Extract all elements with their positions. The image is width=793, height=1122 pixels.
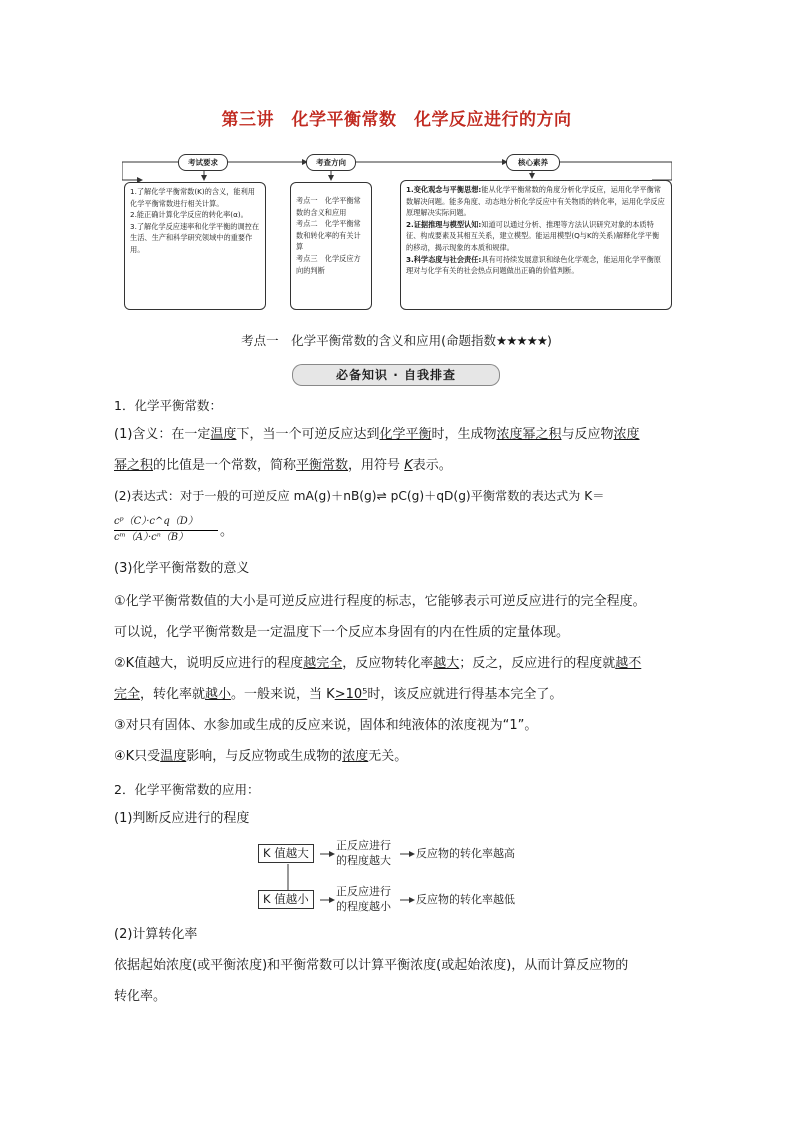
heading-2: 2．化学平衡常数的应用： xyxy=(114,782,260,797)
direction-item: 考点三 化学反应方向的判断 xyxy=(296,253,361,275)
knowledge-banner: 必备知识 · 自我排查 xyxy=(302,364,490,386)
page-title: 第三讲 化学平衡常数 化学反应进行的方向 xyxy=(221,110,572,130)
meaning-4: ④K只受温度影响，与反应物或生成物的浓度无关。 xyxy=(114,749,408,764)
flow-result-2: 反应物的转化率越低 xyxy=(416,893,515,906)
tag-exam-directions: 考查方向 xyxy=(306,154,356,171)
requirements-box xyxy=(124,182,266,310)
literacy-box xyxy=(400,180,672,310)
direction-item: 考点一 化学平衡常数的含义和应用 xyxy=(296,196,361,217)
requirement-item: 2.能正确计算化学反应的转化率(α)。 xyxy=(130,210,248,220)
conversion-line-1: 依据起始浓度(或平衡浓度)和平衡常数可以计算平衡浓度(或起始浓度)，从而计算反应物的 xyxy=(114,958,629,973)
fraction-numerator: cᵖ（C）·c^q（D） xyxy=(114,515,218,531)
flow-mid-1: 正反应进行 的程度越大 xyxy=(336,839,391,867)
definition-line-1: (1)含义：在一定温度下，当一个可逆反应达到化学平衡时，生成物浓度幂之积与反应物浓度 xyxy=(114,427,640,442)
application-heading-1: (1)判断反应进行的程度 xyxy=(114,811,250,826)
literacy-item: 2.证据推理与模型认知:知道可以通过分析、推理等方法认识研究对象的本质特征、构成要素及其相互关系，建立模型。能运用模型(Q与K的关系)解释化学平衡的移动，揭示现象的本质和规律。 xyxy=(406,219,660,252)
meaning-heading: (3)化学平衡常数的意义 xyxy=(114,561,250,576)
k-large-box: K 值越大 xyxy=(258,844,314,863)
k-flow-diagram xyxy=(258,838,548,918)
fraction-end: 。 xyxy=(220,524,234,539)
meaning-1-line-1: ①化学平衡常数值的大小是可逆反应进行程度的标志，它能够表示可逆反应进行的完全程度。 xyxy=(114,594,646,609)
meaning-2-line-1: ②K值越大，说明反应进行的程度越完全，反应物转化率越大；反之，反应进行的程度就越不 xyxy=(114,656,642,671)
tag-core-literacy: 核心素养 xyxy=(506,154,560,171)
directions-box xyxy=(290,182,372,310)
flow-result-1: 反应物的转化率越高 xyxy=(416,847,515,860)
meaning-2-line-2: 完全，转化率就越小。一般来说，当 K>10⁵时，该反应就进行得基本完全了。 xyxy=(114,687,563,702)
heading-1: 1．化学平衡常数： xyxy=(114,398,222,413)
requirement-item: 1.了解化学平衡常数(K)的含义，能利用化学平衡常数进行相关计算。 xyxy=(130,187,255,208)
section-heading: 考点一 化学平衡常数的含义和应用(命题指数★★★★★) xyxy=(241,333,552,348)
fraction-denominator: cᵐ（A）·cⁿ（B） xyxy=(114,532,189,543)
conversion-line-2: 转化率。 xyxy=(114,989,167,1004)
literacy-item: 1.变化观念与平衡思想:能从化学平衡常数的角度分析化学反应，运用化学平衡常数解决问题。能多角度、动态地分析化学反应中有关物质的转化率，运用化学反应原理解决实际问题。 xyxy=(406,185,665,218)
definition-line-2: 幂之积的比值是一个常数，简称平衡常数，用符号 K表示。 xyxy=(114,458,452,473)
expression-line: (2)表达式：对于一般的可逆反应 mA(g)＋nB(g)⇌ pC(g)＋qD(g)平衡常数的表达式为 K＝ xyxy=(114,489,605,503)
literacy-item: 3.科学态度与社会责任:具有可持续发展意识和绿色化学观念，能运用化学平衡原理对与化学有关的社会热点问题做出正确的价值判断。 xyxy=(406,254,661,276)
meaning-3: ③对只有固体、水参加或生成的反应来说，固体和纯液体的浓度视为“1”。 xyxy=(114,718,538,733)
difficulty-stars: ★★★★★ xyxy=(495,333,548,348)
k-small-box: K 值越小 xyxy=(258,890,314,909)
tag-exam-requirements: 考试要求 xyxy=(178,154,228,171)
flow-mid-2: 正反应进行 的程度越小 xyxy=(336,885,391,913)
k-expression-fraction xyxy=(114,515,218,545)
meaning-1-line-2: 可以说，化学平衡常数是一定温度下一个反应本身固有的内在性质的定量体现。 xyxy=(114,625,570,640)
direction-item: 考点二 化学平衡常数和转化率的有关计算 xyxy=(296,219,361,252)
application-heading-2: (2)计算转化率 xyxy=(114,927,198,942)
requirement-item: 3.了解化学反应速率和化学平衡的调控在生活、生产和科学研究领域中的重要作用。 xyxy=(130,221,260,254)
overview-diagram xyxy=(122,152,672,312)
